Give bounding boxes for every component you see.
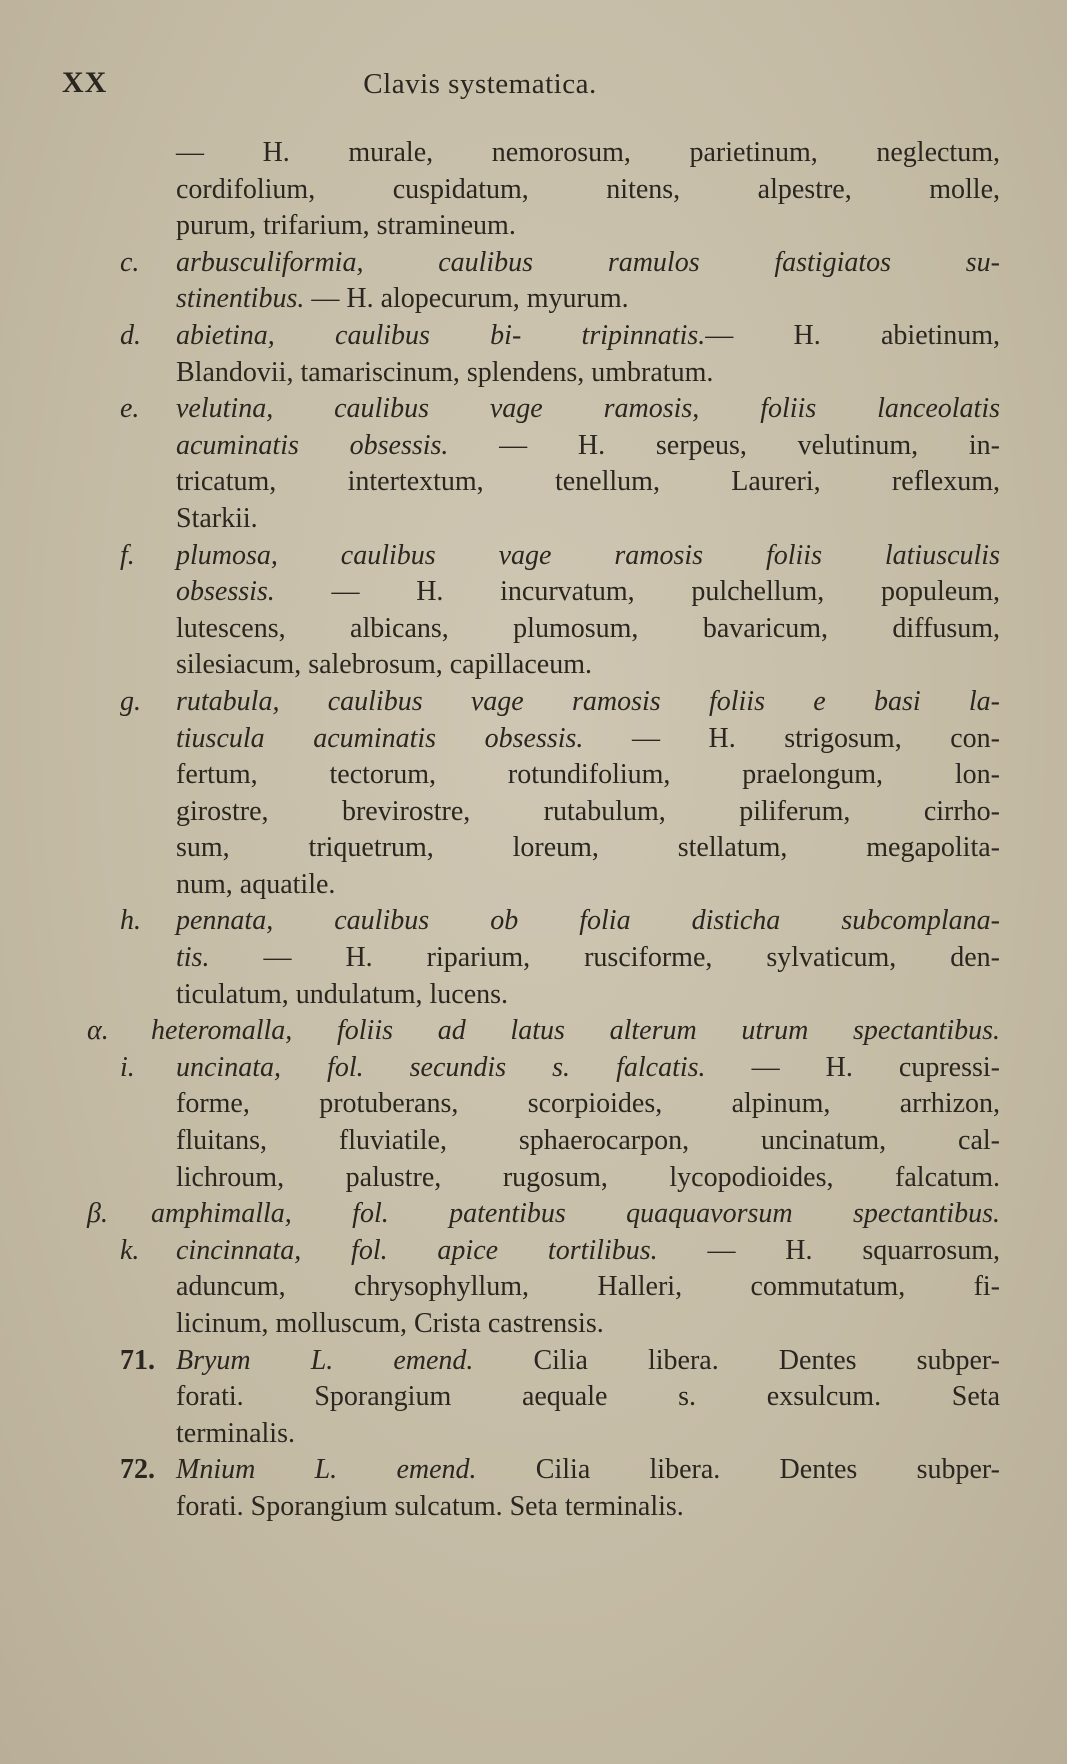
roman-text: — H. serpeus, velutinum, in- xyxy=(448,429,1000,461)
italic-text: cincinnata, fol. apice tortilibus. xyxy=(176,1234,658,1266)
roman-text: — H. incurvatum, pulchellum, populeum, xyxy=(274,576,1000,608)
entry-label: β. xyxy=(87,1198,108,1230)
section-entry xyxy=(0,1013,1067,1050)
roman-text: Starkii. xyxy=(176,502,258,534)
roman-text: Cilia libera. Dentes subper- xyxy=(476,1454,1000,1486)
text-line xyxy=(176,574,1000,611)
text-line xyxy=(176,867,1000,904)
text-line xyxy=(120,245,1000,282)
text-line xyxy=(176,135,1000,172)
running-title: Clavis systematica. xyxy=(363,68,597,100)
italic-text: plumosa, caulibus vage ramosis foliis latiusculis xyxy=(176,539,1000,571)
roman-text: — H. squarrosum, xyxy=(657,1234,1001,1266)
text-line xyxy=(176,1416,1000,1453)
text-line xyxy=(120,1452,1000,1489)
genus-entry xyxy=(0,1452,1067,1525)
text-line xyxy=(176,977,1000,1014)
key-entry xyxy=(0,903,1067,1013)
roman-text: — H. murale, nemorosum, parietinum, neglectum, xyxy=(176,137,1000,168)
roman-text: forme, protuberans, scorpioides, alpinum, arrhizon, xyxy=(176,1088,1000,1120)
roman-text: licinum, molluscum, Crista castrensis. xyxy=(176,1308,604,1339)
roman-text: ticulatum, undulatum, lucens. xyxy=(176,978,509,1010)
text-line xyxy=(120,1343,1001,1380)
key-entry xyxy=(0,1233,1067,1343)
italic-text: tiuscula acuminatis obsessis. xyxy=(176,722,584,754)
roman-text: aduncum, chrysophyllum, Halleri, commutatum, fi- xyxy=(176,1271,1000,1303)
text-line xyxy=(120,1233,1001,1270)
roman-text: Cilia libera. Dentes subper- xyxy=(473,1344,1001,1376)
roman-text: lutescens, albicans, plumosum, bavaricum, diffusum, xyxy=(176,612,1000,644)
text-line xyxy=(176,464,1000,501)
text-line xyxy=(120,391,1000,428)
section-entry xyxy=(0,1196,1067,1233)
roman-text: forati. Sporangium aequale s. exsulcum. Seta xyxy=(176,1381,1000,1413)
roman-text: — H. abietinum, xyxy=(705,319,1000,351)
text-line xyxy=(176,794,1000,831)
text-line xyxy=(176,1123,1000,1160)
text-line xyxy=(176,1306,1000,1343)
text-line xyxy=(176,281,1000,318)
text-line xyxy=(176,940,1000,977)
entry-label: f. xyxy=(120,539,135,571)
text-line xyxy=(176,757,1000,794)
key-entry xyxy=(0,318,1067,391)
entry-label: i. xyxy=(120,1051,135,1083)
text-line xyxy=(120,1050,1001,1087)
text-line xyxy=(176,208,1000,245)
genus-entry xyxy=(0,1343,1067,1453)
roman-text: girostre, brevirostre, rutabulum, piliferum, cirrho- xyxy=(176,795,1000,827)
entry-label: g. xyxy=(120,685,141,717)
roman-text: — H. alopecurum, myurum. xyxy=(304,283,629,315)
key-body xyxy=(0,135,1067,1526)
roman-text: lichroum, palustre, rugosum, lycopodioides, falcatum. xyxy=(176,1161,1000,1193)
text-line xyxy=(176,1489,1000,1526)
roman-text: — H. riparium, rusciforme, sylvaticum, den- xyxy=(209,942,1000,974)
italic-text: obsessis. xyxy=(176,576,275,608)
entry-label: k. xyxy=(120,1234,140,1266)
running-head xyxy=(0,66,1067,106)
page-number: XX xyxy=(62,66,108,99)
text-line xyxy=(120,903,1000,940)
entry-label: e. xyxy=(120,393,140,425)
key-entry xyxy=(0,1050,1067,1196)
text-line xyxy=(120,318,1000,355)
roman-text: forati. Sporangium sulcatum. Seta terminalis. xyxy=(176,1490,684,1522)
italic-text: velutina, caulibus vage ramosis, foliis lanceolatis xyxy=(176,393,1000,425)
roman-text: — H. cupressi- xyxy=(705,1051,1001,1083)
text-line xyxy=(176,172,1000,209)
entry-label: 72. xyxy=(120,1454,155,1486)
key-entry xyxy=(0,135,1067,245)
italic-text: pennata, caulibus ob folia disticha subcomplana- xyxy=(176,905,1000,937)
italic-text: stinentibus. xyxy=(176,283,305,315)
entry-label: d. xyxy=(120,319,141,351)
italic-text: Bryum L. emend. xyxy=(176,1344,474,1376)
roman-text: — H. strigosum, con- xyxy=(583,722,1000,754)
key-entry xyxy=(0,391,1067,537)
text-line xyxy=(176,721,1000,758)
roman-text: purum, trifarium, stramineum. xyxy=(176,210,516,242)
key-entry xyxy=(0,245,1067,318)
entry-label: h. xyxy=(120,905,141,937)
roman-text: fertum, tectorum, rotundifolium, praelongum, lon- xyxy=(176,759,1000,791)
italic-text: uncinata, fol. secundis s. falcatis. xyxy=(176,1051,706,1083)
text-line xyxy=(176,1086,1000,1123)
text-line xyxy=(87,1013,1000,1050)
italic-text: abietina, caulibus bi- tripinnatis. xyxy=(176,319,706,351)
italic-text: Mnium L. emend. xyxy=(176,1454,477,1486)
text-line xyxy=(87,1196,1000,1233)
roman-text: Blandovii, tamariscinum, splendens, umbratum. xyxy=(176,356,714,388)
roman-text: tricatum, intertextum, tenellum, Laureri, reflexum, xyxy=(176,466,1000,498)
italic-text: heteromalla, foliis ad latus alterum utrum spectantibus. xyxy=(151,1015,1000,1047)
text-line xyxy=(176,830,1000,867)
text-line xyxy=(176,1269,1000,1306)
text-line xyxy=(176,1160,1000,1197)
text-line xyxy=(176,501,1000,538)
roman-text: silesiacum, salebrosum, capillaceum. xyxy=(176,649,592,681)
key-entry xyxy=(0,684,1067,904)
italic-text: amphimalla, fol. patentibus quaquavorsum spectantibus. xyxy=(151,1198,1000,1230)
roman-text: cordifolium, cuspidatum, nitens, alpestre, molle, xyxy=(176,173,1000,205)
text-line xyxy=(176,611,1000,648)
italic-text: acuminatis obsessis. xyxy=(176,429,449,461)
text-line xyxy=(120,538,1000,575)
italic-text: arbusculiformia, caulibus ramulos fastigiatos su- xyxy=(176,246,1000,278)
roman-text: fluitans, fluviatile, sphaerocarpon, uncinatum, cal- xyxy=(176,1125,1000,1157)
italic-text: tis. xyxy=(176,942,210,974)
entry-label: α. xyxy=(87,1015,109,1047)
text-line xyxy=(176,1379,1000,1416)
roman-text: num, aquatile. xyxy=(176,868,336,900)
entry-label: 71. xyxy=(120,1344,155,1376)
text-line xyxy=(176,355,1000,392)
roman-text: terminalis. xyxy=(176,1417,295,1449)
text-line xyxy=(176,647,1000,684)
text-line xyxy=(120,684,1000,721)
text-line xyxy=(176,428,1000,465)
key-entry xyxy=(0,538,1067,684)
italic-text: rutabula, caulibus vage ramosis foliis e basi la- xyxy=(176,685,1000,717)
roman-text: sum, triquetrum, loreum, stellatum, megapolita- xyxy=(176,832,1000,864)
entry-label: c. xyxy=(120,246,140,278)
